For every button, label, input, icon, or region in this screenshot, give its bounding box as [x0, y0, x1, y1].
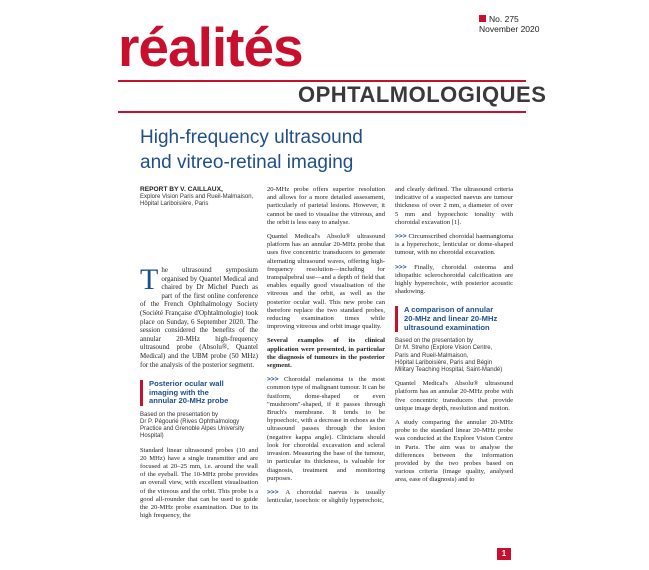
bullet-marker: >>> — [395, 263, 407, 271]
journal-name: OPHTALMOLOGIQUES — [298, 82, 547, 107]
section-1-presenter-line-1: Based on the presentation by — [140, 411, 219, 418]
author-name: REPORT BY V. CAILLAUX, — [140, 186, 223, 193]
issue-marker — [479, 15, 486, 22]
bullet-marker: >>> — [267, 488, 279, 496]
article-title — [140, 125, 480, 175]
col2-bullet-1 — [267, 376, 385, 483]
drop-cap: T — [140, 263, 159, 296]
issue-info — [479, 14, 609, 34]
journal-logo: réalités — [118, 16, 303, 78]
section-1-heading-line-1: Posterior ocular wall — [149, 379, 224, 388]
col3-paragraph-2: Quantel Medical's Absolu® ultrasound platform has an annular 20-MHz probe with five concentric transducers that provide unique image depth, resolution and motion. — [395, 380, 513, 412]
lead-paragraph — [140, 263, 258, 369]
section-1-presenter-line-4: Hospital) — [140, 433, 164, 440]
col3-paragraph-1: and clearly defined. The ultrasound criteria indicative of a suspected naevus are tumour thickness of over 2 mm, a diameter of over 5 mm and hypoechoic tonality with choroidal excavation [1]. — [395, 186, 513, 226]
col2-bullet-2-text: A choroidal naevus is usually lenticular, isoechoic or slightly hyperechoic, — [267, 488, 385, 505]
section-1-presenter-line-3: Practice and Grenoble Alpes University — [140, 426, 245, 433]
section-2-heading-line-1: A comparison of annular — [404, 305, 494, 315]
author-affiliation-1: Explore Vision Paris and Rueil-Malmaison, — [140, 194, 254, 200]
bullet-marker: >>> — [267, 376, 279, 384]
lead-text: he ultrasound symposium organised by Quantel Medical and chaired by Dr Michel Puech as part of the first online conference of the French Ophthalmology Society (Société Française d'Ophtalmologie) took place on Sunday, 6 September 2020. The session considered the benefits of the annular 20-MHz high-frequency ultrasound probe (Absolu®, Quantel Medical) and the UBM probe (50 MHz) for the analysis of the posterior segment. — [140, 266, 258, 369]
section-2-presenter — [395, 338, 513, 374]
issue-number: No. 275 — [489, 14, 519, 24]
col3-bullet-2-text: Finally, choroidal osteoma and idiopathic sclerochoroidal calcification are highly hyperechoic, with posterior acoustic shadowing. — [395, 263, 513, 296]
col2-paragraph-3: Several examples of its clinical application were presented, in particular the diagnosis of tumours in the posterior segment. — [267, 337, 385, 370]
title-line-2: and vitreo-retinal imaging — [140, 152, 354, 173]
col2-paragraph-1: 20-MHz probe offers superior resolution and allows for a more detailed assessment, particularly of parietal lesions. However, it cannot be used to visualise the vitreous, and the orbit is less easy to analyse. — [267, 186, 385, 226]
section-2-heading — [395, 306, 513, 332]
author-affiliation-2: Hôpital Lariboisière, Paris — [140, 201, 209, 207]
page-number: 1 — [497, 548, 511, 560]
section-2-presenter-line-3: Paris and Rueil-Malmaison, — [395, 352, 469, 359]
section-1-heading-line-3: annular 20-MHz probe — [149, 396, 229, 406]
title-line-1: High-frequency ultrasound — [140, 127, 363, 148]
section-2-heading-line-2: 20-MHz and linear 20-MHz — [404, 314, 498, 324]
section-1-presenter-line-2: Dr P. Pégourié (Rives Ophthalmology — [140, 418, 240, 425]
bottom-rule — [118, 111, 526, 113]
section-2-presenter-line-1: Based on the presentation by — [395, 338, 474, 345]
col2-bullet-2 — [267, 489, 385, 505]
section-1 — [140, 380, 258, 526]
section-2-presenter-line-4: Hôpital Lariboisière, Paris and Bégin — [395, 359, 493, 366]
column-3 — [395, 186, 513, 491]
column-1 — [140, 186, 258, 208]
column-2 — [267, 186, 385, 511]
section-1-paragraph: Standard linear ultrasound probes (10 and 20 MHz) have a single transmitter and are focused at 20–25 mm, i.e. around the wall of the eyeball. The 10-MHz probe provides an overall view, with excellent visualisation of the vitreous and the orbit. This probe is a good all-rounder that can be used to guide the 20-MHz probe examination. Due to its high frequency, the — [140, 446, 258, 520]
section-2-presenter-line-5: Military Teaching Hospital, Saint-Mandé) — [395, 367, 503, 374]
section-1-presenter — [140, 412, 258, 441]
col3-paragraph-3: A study comparing the annular 20-MHz probe to the standard linear 20-MHz probe was conducted at the Explore Vision Centre in Paris. The aim was to analyse the differences between the information provided by the two probes based on various criteria (image quality, analysed area, ease of diagnosis) and to — [395, 419, 513, 484]
col3-bullet-1 — [395, 233, 513, 258]
section-1-heading-line-2: imaging with the — [149, 387, 209, 397]
col3-bullet-1-text: Circumscribed choroidal haemangioma is a hyperechoic, lenticular or dome-shaped tumour, with no choroidal excavation. — [395, 233, 514, 257]
col3-bullet-2 — [395, 264, 513, 297]
col2-paragraph-2: Quantel Medical's Absolu® ultrasound platform has an annular 20-MHz probe that uses five concentric transducers to generate alternating ultrasound waves, offering high-frequency resolution—including for transpalpebral use—and a depth of field that enables equally good visualisation of the vitreous and the orbit, as well as the posterior ocular wall. This new probe can therefore replace the two standard probes, reducing examination times while improving vitreous and orbit image quality. — [267, 233, 385, 331]
issue-date: November 2020 — [479, 24, 540, 34]
section-1-heading — [140, 380, 258, 406]
bullet-marker: >>> — [395, 233, 407, 241]
section-2-heading-line-3: ultrasound examination — [404, 322, 490, 332]
section-2-presenter-line-2: Dr M. Streho (Explore Vision Centre, — [395, 345, 493, 352]
col2-bullet-1-text: Choroidal melanoma is the most common type of malignant tumour. It can be fusiform, dome-shaped or even "mushroom"-shaped, if it passes through Bruch's membrane. It tends to be hypoechoic, with a decrease in echoes as the ultrasound passes through the lesion (negative kappa angle). Clinicians should look for choroidal excavation and scleral invasion. Measuring the base of the tumour, in particular its thickness, is valuable for diagnosis, treatment and monitoring purposes. — [267, 376, 385, 482]
